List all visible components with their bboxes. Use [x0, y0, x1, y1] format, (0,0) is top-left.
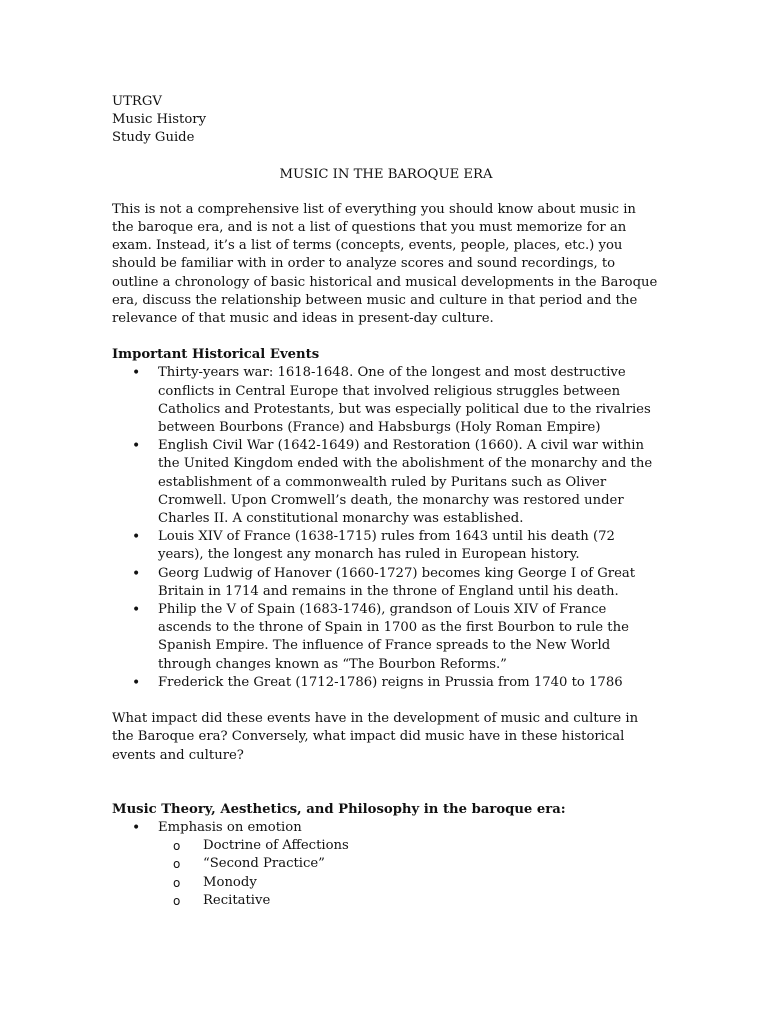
circle-bullet-icon: o — [173, 839, 181, 854]
sub-list-item-text: Doctrine of Affections — [203, 838, 349, 854]
list-item-text: Louis XIV of France (1638-1715) rules from 1643 until his death (72 years), the longest any monarch has ruled in European history. — [158, 529, 615, 563]
list-item — [112, 528, 660, 564]
header-doc-type: Study Guide — [112, 130, 195, 146]
sub-list-item — [112, 855, 660, 873]
list-item — [112, 437, 660, 528]
sub-list-item-text: Monody — [203, 874, 257, 890]
sub-list-item-text: “Second Practice” — [203, 856, 325, 872]
bullet-icon: • — [132, 565, 141, 582]
sub-list-item-text: Recitative — [203, 892, 271, 908]
sub-list-item — [112, 874, 660, 892]
sub-list-item — [112, 892, 660, 910]
historical-question: What impact did these events have in the development of music and culture in the Baroque era? Conversely, what impact did music have in these historical events and culture? — [112, 711, 639, 763]
circle-bullet-icon: o — [173, 857, 181, 872]
bullet-icon: • — [132, 529, 141, 546]
sub-list-item — [112, 837, 660, 855]
list-item — [112, 364, 660, 437]
list-item-text: Georg Ludwig of Hanover (1660-1727) becomes king George I of Great Britain in 1714 and remains in the throne of England until his death. — [158, 565, 636, 599]
historical-events-heading: Important Historical Events — [112, 347, 320, 363]
bullet-icon: • — [132, 365, 141, 382]
header-course: Music History — [112, 112, 207, 128]
list-item — [112, 565, 660, 601]
bullet-icon: • — [132, 438, 141, 455]
document-title: MUSIC IN THE BAROQUE ERA — [279, 166, 493, 182]
intro-paragraph: This is not a comprehensive list of everything you should know about music in the baroque era, and is not a list of questions that you must memorize for an exam. Instead, it’s a list of terms (concepts, events, people, places, etc.) you should be familiar with in order to analyze scores and sound recordings, to outline a chronology of basic historical and musical developments in the Baroque era, discuss the relationship between music and culture in that period and the relevance of that music and ideas in present-day culture. — [112, 201, 658, 327]
circle-bullet-icon: o — [173, 893, 181, 908]
list-item-text: English Civil War (1642-1649) and Restoration (1660). A civil war within the United Kingdom ended with the abolishment of the monarchy and the establishment of a commonwealth ruled by Puritans such as Oliver Cromwell. Upon Cromwell’s death, the monarchy was restored under Charles II. A constitutional monarchy was established. — [158, 438, 653, 527]
bullet-icon: • — [132, 674, 141, 691]
music-theory-sublist — [112, 837, 660, 910]
historical-events-list — [112, 364, 660, 692]
list-item-text: Frederick the Great (1712-1786) reigns in Prussia from 1740 to 1786 — [158, 674, 623, 690]
list-item-text: Emphasis on emotion — [158, 819, 302, 835]
circle-bullet-icon: o — [173, 875, 181, 890]
list-item-text: Thirty-years war: 1618-1648. One of the longest and most destructive conflicts in Central Europe that involved religious struggles between Catholics and Protestants, but was especially political due to the rivalries between Bourbons (France) and Habsburgs (Holy Roman Empire) — [158, 365, 651, 436]
list-item — [112, 674, 660, 692]
bullet-icon: • — [132, 819, 141, 836]
list-item-text: Philip the V of Spain (1683-1746), grandson of Louis XIV of France ascends to the throne of Spain in 1700 as the first Bourbon to rule the Spanish Empire. The influence of France spreads to the New World through changes known as “The Bourbon Reforms.” — [158, 602, 629, 672]
music-theory-heading: Music Theory, Aesthetics, and Philosophy in the baroque era: — [112, 801, 566, 817]
list-item — [112, 819, 660, 837]
header-institution: UTRGV — [112, 94, 162, 109]
bullet-icon: • — [132, 602, 141, 619]
list-item — [112, 601, 660, 674]
document-header — [112, 93, 660, 148]
music-theory-list — [112, 819, 660, 837]
document-page — [112, 93, 660, 910]
